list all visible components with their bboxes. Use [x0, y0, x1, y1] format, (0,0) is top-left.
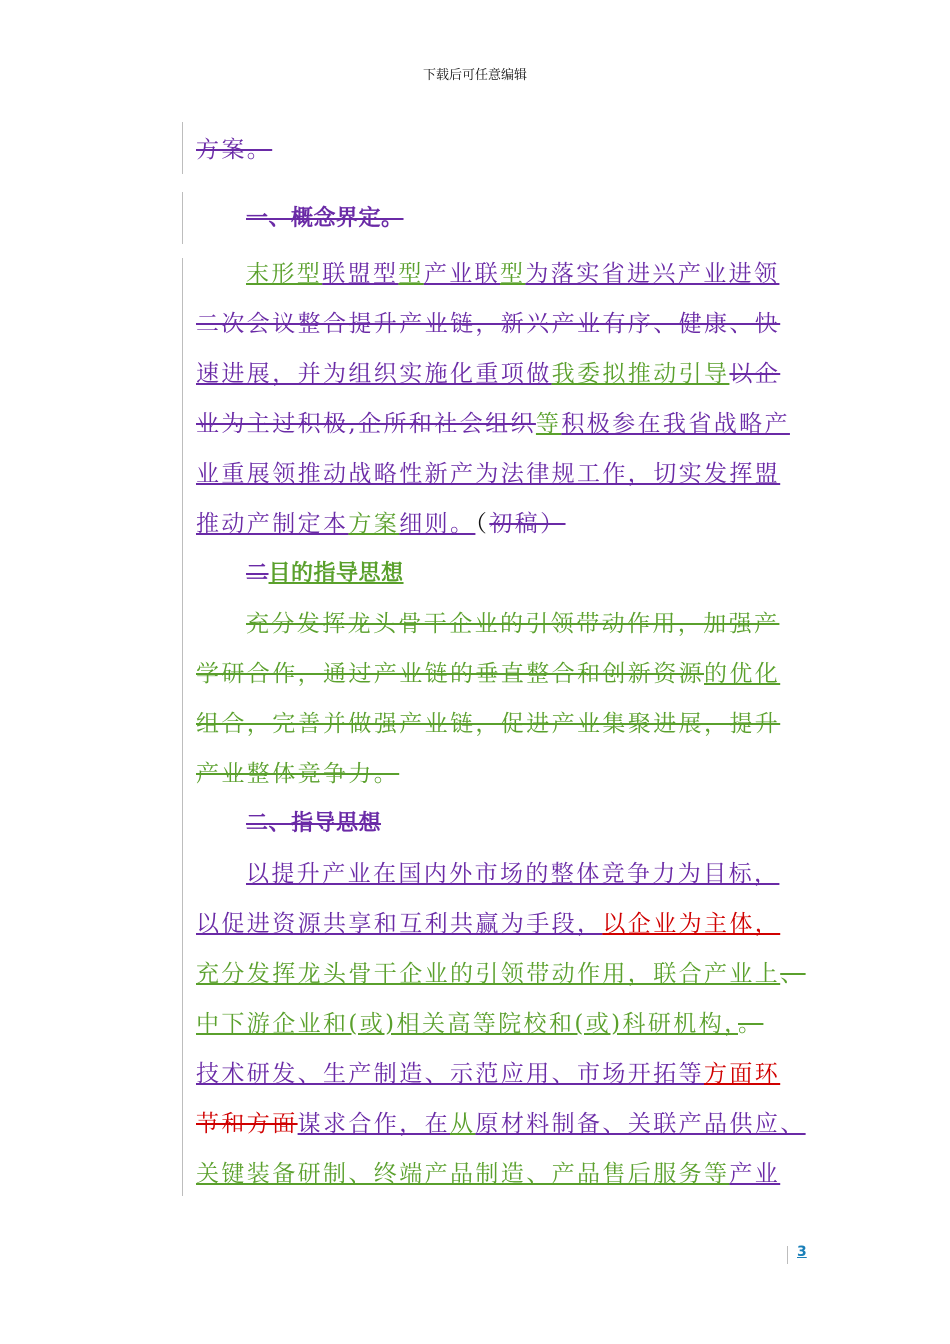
body-line: 关键装备研制、终端产品制造、产品售后服务等产业 — [196, 1161, 781, 1187]
body-line: 末形型联盟型型产业联型为落实省进兴产业进领 — [246, 261, 780, 287]
body-line: 推动产制定本方案细则。（初稿） — [196, 511, 566, 537]
page-number: 3 — [797, 1244, 807, 1260]
section-heading: 一、概念界定。 — [246, 206, 404, 231]
section-heading: 二、指导思想 — [246, 811, 382, 836]
body-line: 学研合作，通过产业链的垂直整合和创新资源的优化 — [196, 661, 781, 687]
body-line: 二次会议整合提升产业链，新兴产业有序、健康、快 — [196, 311, 781, 337]
body-line: 业为主过积极,企所和社会组织等积极参在我省战略产 — [196, 411, 790, 437]
body-line: 技术研发、生产制造、示范应用、市场开拓等方面环 — [196, 1061, 781, 1087]
body-line: 产业整体竞争力。 — [196, 761, 400, 787]
section-heading: 二目的指导思想 — [246, 561, 404, 586]
body-line: 方案。 — [196, 137, 273, 163]
body-line: 速进展，并为组织实施化重项做我委拟推动引导以企 — [196, 361, 781, 387]
page-header: 下载后可任意编辑 — [422, 68, 527, 83]
body-line: 组合，完善并做强产业链，促进产业集聚进展，提升 — [196, 711, 781, 737]
revision-bar — [182, 122, 183, 174]
body-line: 充分发挥龙头骨干企业的引领带动作用，联合产业上、 — [196, 961, 806, 987]
body-line: 业重展领推动战略性新产为法律规工作，切实发挥盟 — [196, 461, 781, 487]
body-line: 充分发挥龙头骨干企业的引领带动作用，加强产 — [246, 611, 780, 637]
body-line: 节和方面谋求合作，在从原材料制备、关联产品供应、 — [196, 1111, 806, 1137]
body-line: 中下游企业和(或)相关高等院校和(或)科研机构，。 — [196, 1011, 764, 1037]
page-number-bar — [787, 1246, 788, 1264]
revision-bar — [182, 192, 183, 244]
revision-bar — [182, 258, 183, 1196]
body-line: 以提升产业在国内外市场的整体竞争力为目标， — [246, 861, 780, 887]
body-line: 以促进资源共享和互利共赢为手段，以企业为主体， — [196, 911, 781, 937]
